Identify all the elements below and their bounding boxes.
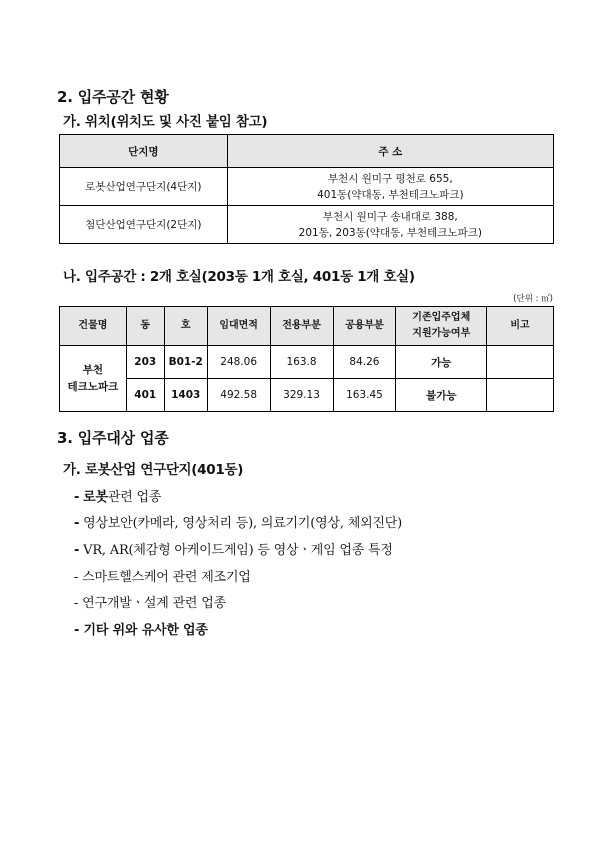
complex-address [227, 168, 553, 206]
table-row [60, 379, 554, 412]
space-subtitle: 나. 입주공간 : 2개 호실(203동 1개 호실, 401동 1개 호실) [63, 269, 415, 285]
list-bold-text: 기타 위와 유사한 업종 [83, 623, 208, 638]
list-dash: - [74, 543, 80, 558]
header-complex-name: 단지명 [60, 135, 228, 168]
private-area-cell: 163.8 [270, 346, 333, 379]
section-2-title: 2. 입주공간 현황 [57, 88, 169, 106]
header-common-area: 공용부분 [333, 307, 396, 346]
header-line: 기존입주업체 [412, 312, 471, 323]
robot-complex-subtitle: 가. 로봇산업 연구단지(401동) [63, 462, 244, 478]
list-text: 연구개발ㆍ설계 관련 업종 [82, 596, 226, 611]
common-area-cell: 84.26 [333, 346, 396, 379]
address-line: 부천시 원미구 평천로 655, [327, 172, 453, 185]
building-line: 부천 [82, 363, 104, 376]
header-address: 주 소 [227, 135, 553, 168]
table-header-row [60, 307, 554, 346]
list-item [74, 539, 393, 558]
header-dong: 동 [126, 307, 164, 346]
dong-cell: 401 [126, 379, 164, 412]
list-text: 스마트헬스케어 관련 제조기업 [82, 570, 251, 585]
location-subtitle: 가. 위치(위치도 및 사진 붙임 참고) [63, 114, 268, 130]
address-line: 401동(약대동, 부천테크노파크) [317, 188, 464, 201]
rental-area-cell: 248.06 [207, 346, 270, 379]
dong-cell: 203 [126, 346, 164, 379]
list-item [74, 486, 161, 505]
header-line: 지원가능여부 [412, 328, 471, 339]
header-remarks: 비고 [487, 307, 554, 346]
ho-cell: B01-2 [164, 346, 207, 379]
list-text: 영상보안(카메라, 영상처리 등), 의료기기(영상, 체외진단) [83, 516, 403, 531]
address-line: 201동, 203동(약대동, 부천테크노파크) [298, 226, 482, 239]
list-bold-text: 로봇 [83, 490, 108, 505]
header-ho: 호 [164, 307, 207, 346]
list-text: VR, AR(체감형 아케이드게임) 등 영상ㆍ게임 업종 특정 [83, 543, 393, 558]
list-item [74, 512, 402, 531]
list-item [74, 619, 208, 638]
list-item [74, 566, 251, 585]
address-line: 부천시 원미구 송내대로 388, [322, 210, 458, 223]
list-dash: - [74, 623, 80, 638]
table-row [60, 206, 554, 244]
remarks-cell [487, 379, 554, 412]
table-header-row [60, 135, 554, 168]
complex-name: 로봇산업연구단지(4단지) [60, 168, 228, 206]
complex-address [227, 206, 553, 244]
list-dash: - [74, 596, 79, 611]
status-cell: 불가능 [396, 379, 487, 412]
location-table [59, 134, 554, 244]
list-text: 관련 업종 [107, 490, 162, 505]
list-dash: - [74, 570, 79, 585]
complex-name: 첨단산업연구단지(2단지) [60, 206, 228, 244]
space-table [59, 306, 554, 412]
header-private-area: 전용부분 [270, 307, 333, 346]
building-line: 테크노파크 [67, 380, 119, 393]
section-3-title: 3. 입주대상 업종 [57, 429, 169, 447]
header-rental-area: 임대면적 [207, 307, 270, 346]
status-cell: 가능 [396, 346, 487, 379]
ho-cell: 1403 [164, 379, 207, 412]
private-area-cell: 329.13 [270, 379, 333, 412]
building-name [60, 346, 127, 412]
rental-area-cell: 492.58 [207, 379, 270, 412]
unit-note: (단위 : ㎡) [513, 294, 553, 304]
list-dash: - [74, 490, 80, 505]
list-dash: - [74, 516, 80, 531]
remarks-cell [487, 346, 554, 379]
list-item [74, 592, 226, 611]
table-row [60, 346, 554, 379]
common-area-cell: 163.45 [333, 379, 396, 412]
header-support-availability [396, 307, 487, 346]
header-building: 건물명 [60, 307, 127, 346]
table-row [60, 168, 554, 206]
